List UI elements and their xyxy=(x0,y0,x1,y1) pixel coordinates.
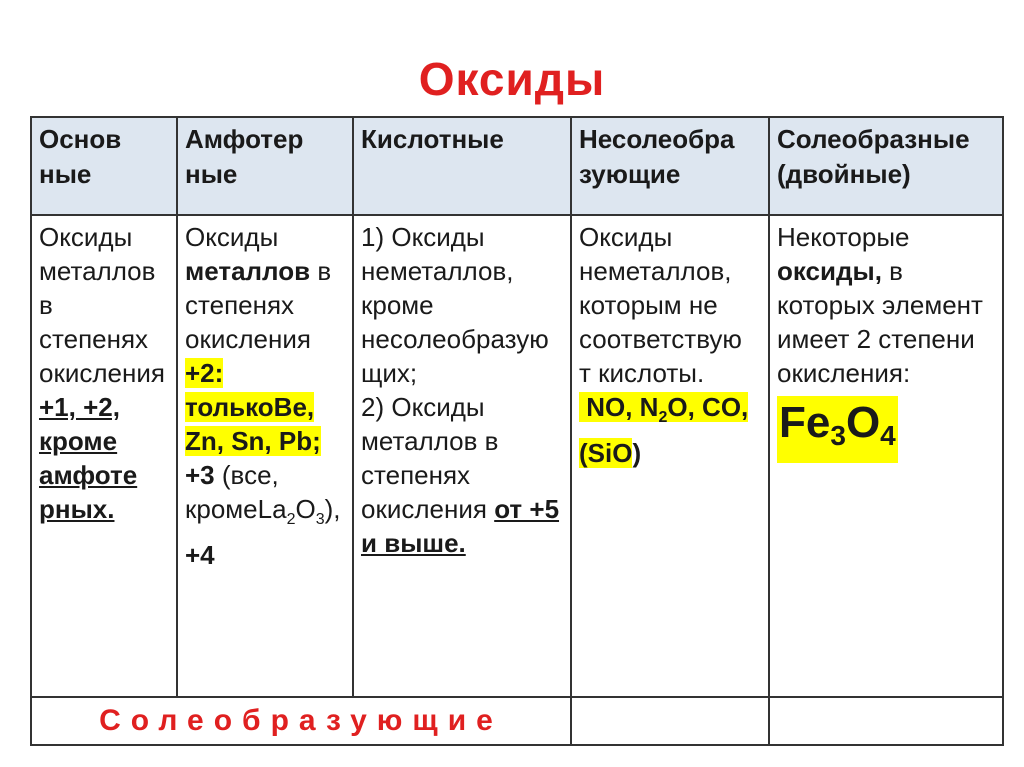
header-amphoteric: Амфотер ные xyxy=(177,117,353,215)
nonsalt-f1: NO, N xyxy=(586,392,659,423)
o-symbol: O xyxy=(845,398,881,448)
amph-text-4: ), xyxy=(324,494,341,525)
amph-o-sub: 3 xyxy=(315,511,325,529)
amph-text-3: (все, кроме xyxy=(185,460,279,525)
header-non-salt-forming: Несолеобра зующие xyxy=(571,117,769,215)
amph-text-1: Оксиды xyxy=(185,222,279,253)
basic-oxidation-states: +1, +2, кроме амфоте рных. xyxy=(39,392,138,525)
cell-acidic xyxy=(353,215,571,697)
cell-amphoteric xyxy=(177,215,353,697)
fe3o4-formula xyxy=(777,396,898,463)
acid-text-1: 1) Оксиды неметаллов, кроме несолеобразую щих; xyxy=(361,222,549,389)
nonsalt-f2: O, CO, (SiO xyxy=(579,392,749,468)
fe-symbol: Fe xyxy=(779,398,831,448)
nonsalt-formulas xyxy=(579,392,748,467)
amph-plus3: +3 xyxy=(185,460,215,491)
page-title: Оксиды xyxy=(418,53,606,105)
nonsalt-text: Оксиды неметаллов, которым не соответствую т кислоты. xyxy=(579,222,742,389)
header-row xyxy=(31,117,1003,215)
body-row xyxy=(31,215,1003,697)
double-oxides: оксиды, xyxy=(777,256,882,287)
nonsalt-f1-sub: 2 xyxy=(658,409,668,427)
footer-row xyxy=(31,697,1003,745)
double-text-1: Некоторые xyxy=(777,222,910,253)
amph-la-sub: 2 xyxy=(286,511,296,529)
cell-basic xyxy=(31,215,177,697)
header-basic: Основ ные xyxy=(31,117,177,215)
amph-metals: металлов xyxy=(185,256,311,287)
cell-non-salt-forming xyxy=(571,215,769,697)
footer-empty-1 xyxy=(571,697,769,745)
header-double: Солеобразные (двойные) xyxy=(769,117,1003,215)
double-text-2: в которых элемент имеет 2 степени окисления: xyxy=(777,256,983,389)
header-acidic: Кислотные xyxy=(353,117,571,215)
amph-highlight: +2: толькоBe, Zn, Sn, Pb; xyxy=(185,358,321,457)
footer-empty-2 xyxy=(769,697,1003,745)
nonsalt-f3: ) xyxy=(632,437,642,468)
footer-salt-forming xyxy=(31,697,571,745)
acid-oxidation-states: от +5 и выше. xyxy=(361,494,560,559)
fe-sub: 3 xyxy=(830,420,846,452)
amph-o: O xyxy=(295,494,316,525)
o-sub: 4 xyxy=(880,420,896,452)
footer-label: Солеобразующие xyxy=(99,703,503,737)
acid-text-2: 2) Оксиды металлов в степенях окисления xyxy=(361,392,499,525)
amph-text-2: в степенях окисления xyxy=(185,256,332,355)
amph-plus4: +4 xyxy=(185,539,215,570)
oxides-table xyxy=(30,116,1004,746)
amph-la: La xyxy=(257,494,287,525)
cell-double xyxy=(769,215,1003,697)
basic-text: Оксиды металлов в степенях окисления xyxy=(39,222,165,389)
